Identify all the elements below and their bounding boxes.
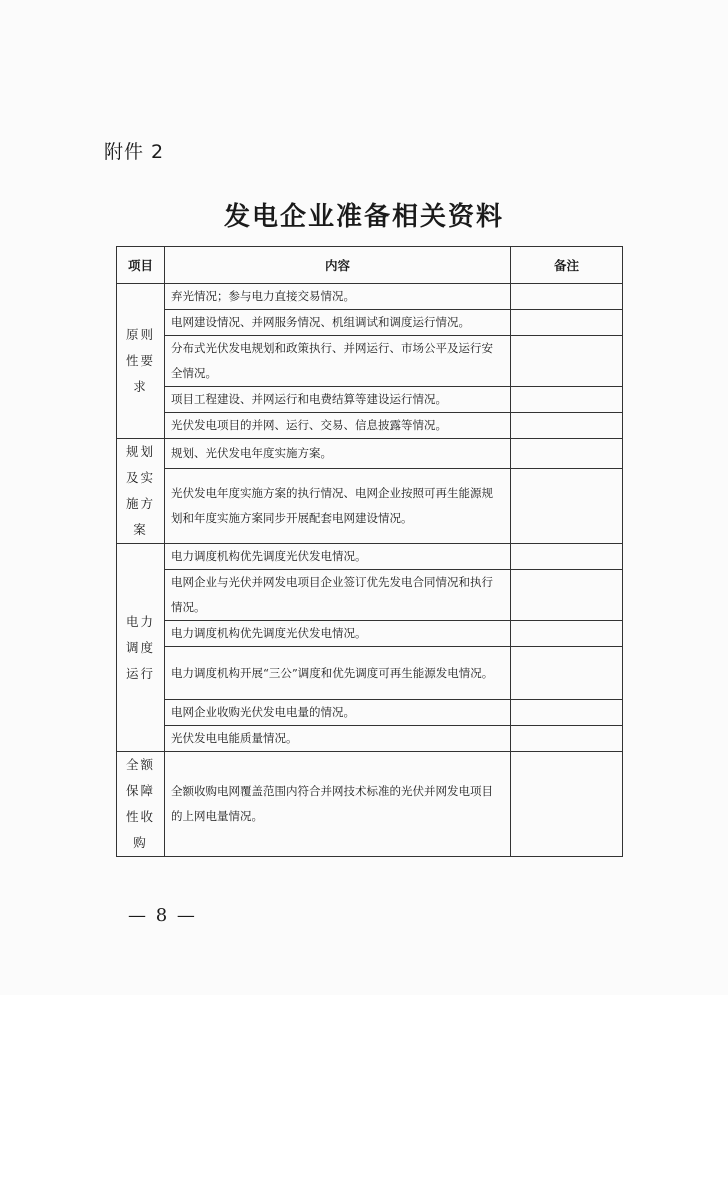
column-header-remarks: 备注 xyxy=(511,247,623,284)
content-cell: 电力调度机构优先调度光伏发电情况。 xyxy=(165,544,511,570)
table-row xyxy=(117,284,623,310)
category-cell: 规划及实施方案 xyxy=(117,439,165,544)
content-cell: 弃光情况；参与电力直接交易情况。 xyxy=(165,284,511,310)
content-cell: 光伏发电年度实施方案的执行情况、电网企业按照可再生能源规划和年度实施方案同步开展配套电网建设情况。 xyxy=(165,469,511,544)
content-cell: 电网建设情况、并网服务情况、机组调试和调度运行情况。 xyxy=(165,310,511,336)
table-row xyxy=(117,570,623,621)
table-row xyxy=(117,700,623,726)
content-cell: 电力调度机构优先调度光伏发电情况。 xyxy=(165,621,511,647)
content-cell: 电力调度机构开展“三公”调度和优先调度可再生能源发电情况。 xyxy=(165,647,511,700)
table-row xyxy=(117,469,623,544)
column-header-content: 内容 xyxy=(165,247,511,284)
table-row xyxy=(117,387,623,413)
remarks-cell xyxy=(511,700,623,726)
content-cell: 光伏发电项目的并网、运行、交易、信息披露等情况。 xyxy=(165,413,511,439)
attachment-label: 附件 2 xyxy=(104,141,165,163)
remarks-cell xyxy=(511,387,623,413)
remarks-cell xyxy=(511,413,623,439)
table-row xyxy=(117,310,623,336)
table-row xyxy=(117,413,623,439)
content-cell: 电网企业与光伏并网发电项目企业签订优先发电合同情况和执行情况。 xyxy=(165,570,511,621)
table-header-row xyxy=(117,247,623,284)
document-title: 发电企业准备相关资料 xyxy=(223,202,504,232)
column-header-item: 项目 xyxy=(117,247,165,284)
content-cell: 分布式光伏发电规划和政策执行、并网运行、市场公平及运行安全情况。 xyxy=(165,336,511,387)
content-cell: 全额收购电网覆盖范围内符合并网技术标准的光伏并网发电项目的上网电量情况。 xyxy=(165,752,511,857)
table-row xyxy=(117,647,623,700)
category-cell: 全额保障性收购 xyxy=(117,752,165,857)
table-row xyxy=(117,544,623,570)
category-cell: 原则性要求 xyxy=(117,284,165,439)
remarks-cell xyxy=(511,570,623,621)
content-cell: 电网企业收购光伏发电电量的情况。 xyxy=(165,700,511,726)
page-number: — 8 — xyxy=(128,905,197,926)
table-row xyxy=(117,726,623,752)
remarks-cell xyxy=(511,469,623,544)
table-row xyxy=(117,439,623,469)
remarks-cell xyxy=(511,752,623,857)
remarks-cell xyxy=(511,284,623,310)
remarks-cell xyxy=(511,621,623,647)
content-cell: 规划、光伏发电年度实施方案。 xyxy=(165,439,511,469)
table-row xyxy=(117,752,623,857)
table-row xyxy=(117,621,623,647)
table-row xyxy=(117,336,623,387)
remarks-cell xyxy=(511,439,623,469)
category-cell: 电力调度运行 xyxy=(117,544,165,752)
remarks-cell xyxy=(511,647,623,700)
remarks-cell xyxy=(511,310,623,336)
remarks-cell xyxy=(511,544,623,570)
materials-table xyxy=(116,246,623,857)
remarks-cell xyxy=(511,726,623,752)
remarks-cell xyxy=(511,336,623,387)
content-cell: 光伏发电电能质量情况。 xyxy=(165,726,511,752)
content-cell: 项目工程建设、并网运行和电费结算等建设运行情况。 xyxy=(165,387,511,413)
